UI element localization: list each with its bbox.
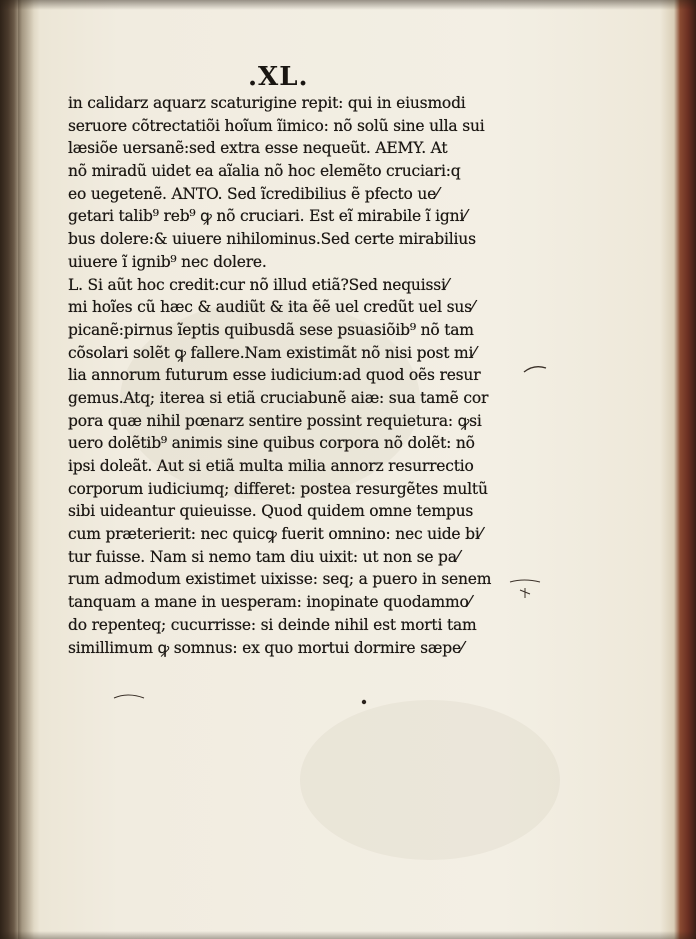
text-line: cum præterierit: nec quicꝙ fuerit omnino: nec uide bi⁄ <box>68 525 482 544</box>
text-line: tur fuisse. Nam si nemo tam diu uixit: ut non se pa⁄ <box>68 547 460 566</box>
text-line: sibi uideantur quieuisse. Quod quidem omne tempus <box>68 502 474 521</box>
text-line: do repenteq; cucurrisse: si deinde nihil est morti tam <box>68 615 477 634</box>
bottom-edge-shadow <box>0 931 696 939</box>
text-line: lia annorum futurum esse iudicium:ad quod oẽs resur <box>68 366 481 385</box>
ink-dot-icon <box>356 694 372 710</box>
paper-stain <box>300 700 560 860</box>
text-line: in calidarz aquarz scaturigine repit: qui in eiusmodi <box>68 94 466 112</box>
text-line: L. Si aũt hoc credit:cur nõ illud etiã?Sed nequissi⁄ <box>68 275 449 294</box>
text-line: nõ miradũ uidet ea aĩalia nõ hoc elemẽto cruciari:q <box>68 162 461 181</box>
text-line: picanẽ:pirnus ĩeptis quibusdã sese psuasiõib⁹ nõ tam <box>68 320 474 339</box>
text-line: seruore cõtrectatiõi hoĩum ĩimico: nõ solũ sine ulla sui <box>68 116 485 135</box>
text-line: eo uegetenẽ. ANTO. Sed ĩcredibilius ẽ pfecto ue⁄ <box>68 184 439 203</box>
margin-mark-icon <box>520 360 550 380</box>
binding-shadow <box>18 0 34 939</box>
text-line: pora quæ nihil pœnarz sentire possint requietura: ꝙsi <box>68 411 482 430</box>
main-text-block <box>68 92 498 659</box>
text-line: mi hoĩes cũ hæc & audiũt & ita ẽẽ uel credũt uel sus⁄ <box>68 298 475 317</box>
text-line: ipsi doleãt. Aut si etiã multa milia annorz resurrectio <box>68 457 474 475</box>
text-line: getari talib⁹ reb⁹ ꝙ nõ cruciari. Est eĩ mirabile ĩ igni⁄ <box>68 207 467 226</box>
text-line: simillimum ꝙ somnus: ex quo mortui dormire sæpe⁄ <box>68 638 464 657</box>
margin-mark-icon <box>506 576 546 606</box>
text-line: gemus.Atq; iterea si etiã cruciabunẽ aiæ: sua tamẽ cor <box>68 388 489 407</box>
text-line: cõsolari solẽt ꝙ fallere.Nam existimãt nõ nisi post mi⁄ <box>68 343 476 362</box>
text-line: corporum iudiciumq; differet: postea resurgẽtes multũ <box>68 479 488 498</box>
margin-mark-icon <box>110 690 150 704</box>
text-line: læsiõe uersanẽ:sed extra esse nequeũt. AEMY. At <box>68 139 448 158</box>
text-line: rum admodum existimet uixisse: seq; a puero in senem <box>68 570 492 589</box>
text-line: tanquam a mane in uesperam: inopinate quodammo⁄ <box>68 593 472 612</box>
top-edge-shadow <box>0 0 696 10</box>
text-line: uero dolẽtib⁹ animis sine quibus corpora nõ dolẽt: nõ <box>68 434 475 453</box>
text-line: bus dolere:& uiuere nihilominus.Sed certe mirabilius <box>68 230 476 249</box>
folio-number: .XL. <box>248 62 309 92</box>
text-line: uiuere ĩ ignib⁹ nec dolere. <box>68 252 267 271</box>
